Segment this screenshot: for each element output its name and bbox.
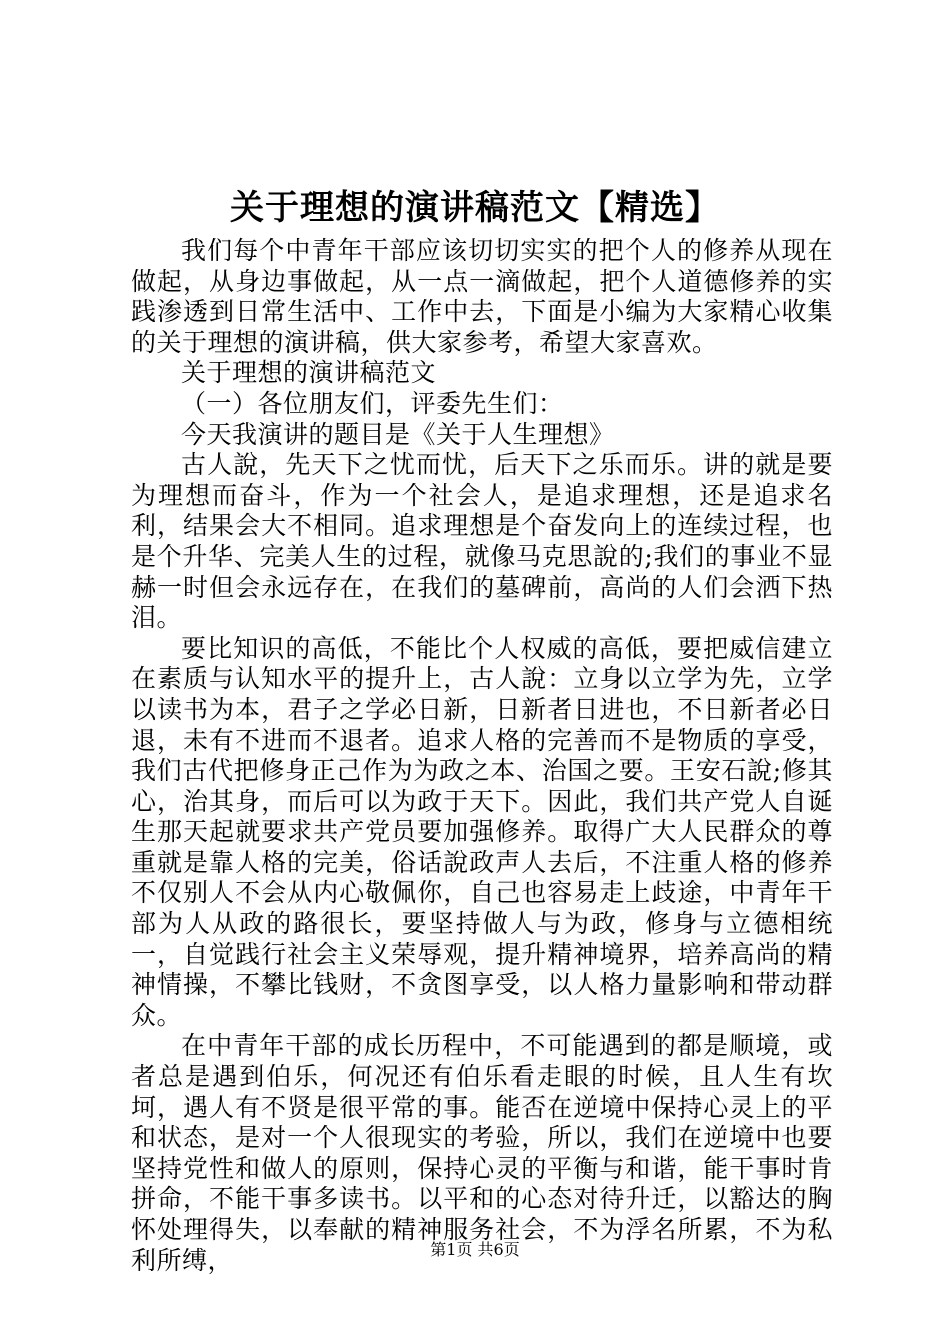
page-number-footer: 第1页 共6页 bbox=[430, 1240, 520, 1259]
paragraph-body-3: 在中青年干部的成长历程中，不可能遇到的都是顺境，或者总是遇到伯乐，何况还有伯乐看走眼的时候，且人生有坎坷，遇人有不贤是很平常的事。能否在逆境中保持心灵上的平和状态，是对一个人很现实的考验，所以，我们在逆境中也要坚持党性和做人的原则，保持心灵的平衡与和谐，能干事时肯拼命，不能干事多读书。以平和的心态对待升迁，以豁达的胸怀处理得失，以奉献的精神服务社会，不为浮名所累，不为私利所缚， bbox=[131, 1031, 833, 1275]
paragraph-topic: 今天我演讲的题目是《关于人生理想》 bbox=[181, 419, 615, 449]
document-title: 关于理想的演讲稿范文【精选】 bbox=[230, 188, 720, 228]
paragraph-section-heading: 关于理想的演讲稿范文 bbox=[181, 358, 437, 388]
document-body bbox=[131, 236, 833, 1276]
paragraph-intro: 我们每个中青年干部应该切切实实的把个人的修养从现在做起，从身边事做起，从一点一滴做起，把个人道德修养的实践渗透到日常生活中、工作中去，下面是小编为大家精心收集的关于理想的演讲稿，供大家参考，希望大家喜欢。 bbox=[131, 236, 833, 357]
paragraph-salutation: （一）各位朋友们，评委先生们： bbox=[181, 388, 564, 418]
paragraph-body-1: 古人說，先天下之忧而忧，后天下之乐而乐。讲的就是要为理想而奋斗，作为一个社会人，是追求理想，还是追求名利，结果会大不相同。追求理想是个奋发向上的连续过程，也是个升华、完美人生的过程，就像马克思說的;我们的事业不显赫一时但会永远存在，在我们的墓碑前，高尚的人们会洒下热泪。 bbox=[131, 450, 833, 633]
paragraph-body-2: 要比知识的高低，不能比个人权威的高低，要把威信建立在素质与认知水平的提升上，古人說：立身以立学为先，立学以读书为本，君子之学必日新，日新者日进也，不日新者必日退，未有不进而不退者。追求人格的完善而不是物质的享受，我们古代把修身正己作为为政之本、治国之要。王安石說;修其心，治其身，而后可以为政于天下。因此，我们共产党人自诞生那天起就要求共产党员要加强修养。取得广大人民群众的尊重就是靠人格的完美，俗话說政声人去后，不注重人格的修养不仅别人不会从内心敬佩你，自己也容易走上歧途，中青年干部为人从政的路很长，要坚持做人与为政，修身与立德相统一，自觉践行社会主义荣辱观，提升精神境界，培养高尚的精神情操，不攀比钱财，不贪图享受，以人格力量影响和带动群众。 bbox=[131, 633, 833, 1030]
